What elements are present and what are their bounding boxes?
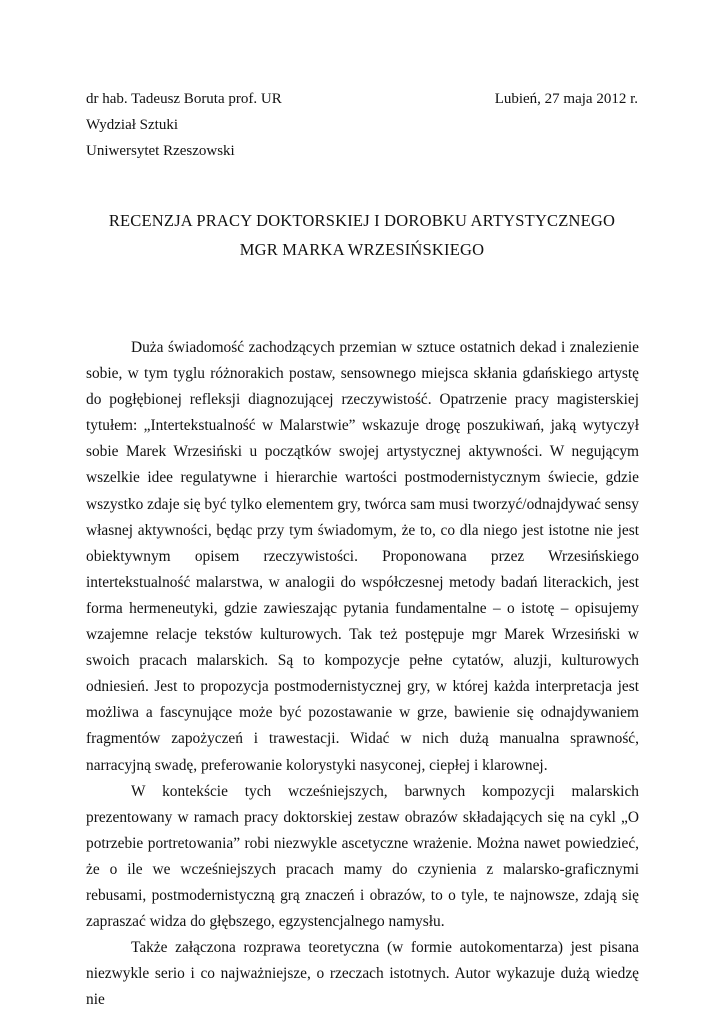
header-first-row <box>86 86 638 112</box>
body-paragraph-2: W kontekście tych wcześniejszych, barwnych kompozycji malarskich prezentowany w ramach pracy doktorskiej zestaw obrazów składających się na cykl „O potrzebie portretowania” robi niezwykle ascetyczne wrażenie. Można nawet powiedzieć, że o ile we wcześniejszych pracach mamy do czynienia z malarsko-graficznymi rebusami, postmodernistyczną grą znaczeń i obrazów, to o tyle, te najnowsze, zdają się zapraszać widza do głębszego, egzystencjalnego namysłu. <box>86 782 639 931</box>
author-name: dr hab. Tadeusz Boruta prof. UR <box>86 91 282 107</box>
body-paragraph-3: Także załączona rozprawa teoretyczna (w formie autokomentarza) jest pisana niezwykle serio i co najważniejsze, o rzeczach istotnych. Autor wykazuje dużą wiedzę nie <box>86 939 639 1009</box>
title-line-1: RECENZJA PRACY DOKTORSKIEJ I DOROBKU ARTYSTYCZNEGO <box>108 211 616 230</box>
document-title <box>86 206 638 264</box>
review-body <box>86 335 639 1013</box>
letter-header <box>86 86 638 164</box>
university-name: Uniwersytet Rzeszowski <box>86 143 235 159</box>
place-and-date: Lubień, 27 maja 2012 r. <box>494 91 638 107</box>
title-line-2: MGR MARKA WRZESIŃSKIEGO <box>239 240 485 259</box>
body-paragraph-1: Duża świadomość zachodzących przemian w sztuce ostatnich dekad i znalezienie sobie, w tym tyglu różnorakich postaw, sensownego miejsca skłania gdańskiego artystę do pogłębionej refleksji diagnozującej rzeczywistość. Opatrzenie pracy magisterskiej tytułem: „Intertekstualność w Malarstwie” wskazuje drogę poszukiwań, jaką wytyczył sobie Marek Wrzesiński u początków swojej artystycznej aktywności. W negującym wszelkie idee regulatywne i hierarchie wartości postmodernistycznym świecie, gdzie wszystko zdaje się być tylko elementem gry, twórca sam musi tworzyć/odnajdywać sensy własnej aktywności, będąc przy tym świadomym, że to, co dla niego jest istotne nie jest obiektywnym opisem rzeczywistości. Proponowana przez Wrzesińskiego intertekstualność malarstwa, w analogii do współczesnej metody badań literackich, jest forma hermeneutyki, gdzie zawieszając pytania fundamentalne – o istotę – opisujemy wzajemne relacje tekstów kulturowych. Tak też postępuje mgr Marek Wrzesiński w swoich pracach malarskich. Są to kompozycje pełne cytatów, aluzji, kulturowych odniesień. Jest to propozycja postmodernistycznej gry, w której każda interpretacja jest możliwa a fascynujące może być pozostawanie w grze, bawienie się odnajdywaniem fragmentów zapożyczeń i trawestacji. Widać w nich dużą manualna sprawność, narracyjną swadę, preferowanie kolorystyki nasyconej, ciepłej i klarownej. <box>86 339 639 774</box>
faculty-name: Wydział Sztuki <box>86 117 178 133</box>
